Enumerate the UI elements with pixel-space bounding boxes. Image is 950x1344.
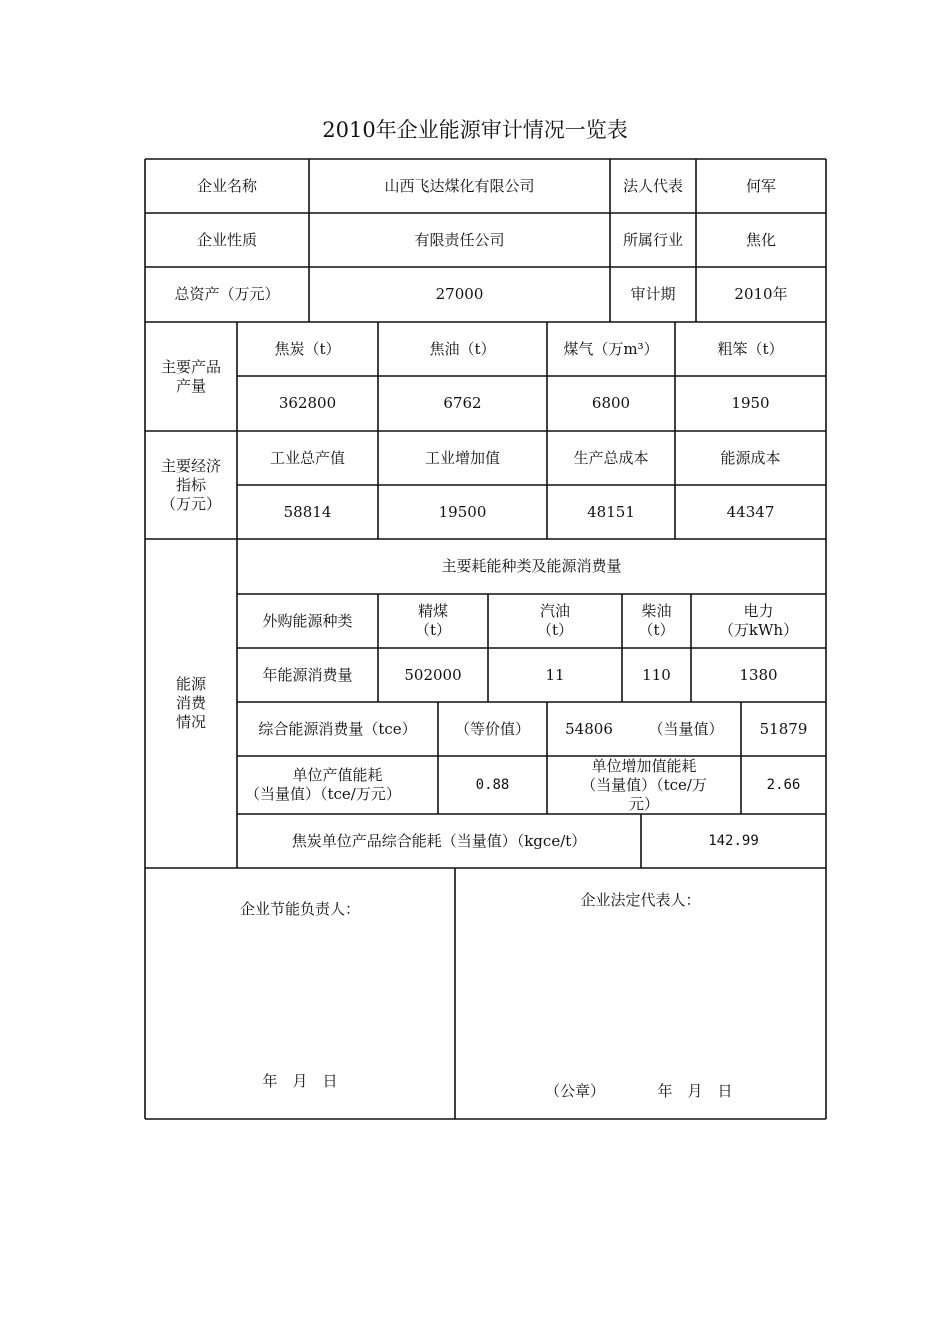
audit-period-label: 审计期 <box>630 285 676 303</box>
unit-output-label-line2: （当量值）（tce/万元） <box>245 785 401 803</box>
energy-type <box>691 594 826 648</box>
assets-label: 总资产（万元） <box>174 285 280 303</box>
economic-value: 58814 <box>283 502 332 521</box>
unit-output-consumption-label <box>237 756 438 814</box>
energy-type-unit: （t） <box>638 621 675 639</box>
legal-rep-value: 何军 <box>745 176 776 195</box>
economic-header: 能源成本 <box>720 448 781 467</box>
product-header: 焦油（t） <box>429 339 496 358</box>
economic-header: 工业增加值 <box>424 448 500 467</box>
economic-header: 生产总成本 <box>573 448 649 467</box>
product-value: 6800 <box>591 394 631 412</box>
equivalent-quantity-label: （当量值） <box>648 719 724 738</box>
energy-type-name: 电力 <box>743 602 774 620</box>
energy-type-name: 精煤 <box>417 602 448 620</box>
industry-label: 所属行业 <box>622 230 683 249</box>
energy-type <box>622 594 691 648</box>
economic-header: 工业总产值 <box>269 448 345 467</box>
nature-label: 企业性质 <box>196 230 257 249</box>
energy-type-unit: （t） <box>414 621 452 639</box>
unit-output-consumption-value: 0.88 <box>475 776 510 793</box>
coke-unit-consumption-label: 焦炭单位产品综合能耗（当量值）（kgce/t） <box>291 831 587 850</box>
unit-added-label-line1: 单位增加值能耗 <box>591 756 697 775</box>
nature-value: 有限责任公司 <box>414 230 505 249</box>
company-name-value: 山西飞达煤化有限公司 <box>384 176 535 195</box>
product-header: 焦炭（t） <box>274 339 341 358</box>
unit-added-consumption-label <box>547 756 741 814</box>
comprehensive-consumption-label: 综合能源消费量（tce） <box>258 719 417 738</box>
assets-value: 27000 <box>435 285 484 303</box>
annual-consumption-value: 502000 <box>404 665 462 684</box>
products-row-label: 主要产品 产量 <box>160 357 221 395</box>
coke-unit-consumption-value: 142.99 <box>708 832 759 849</box>
legal-representative-label: 企业法定代表人： <box>580 890 701 909</box>
energy-type <box>488 594 622 648</box>
energy-manager-label: 企业节能负责人： <box>239 899 360 918</box>
product-value: 6762 <box>443 394 482 412</box>
annual-consumption-value: 11 <box>545 665 565 684</box>
unit-added-consumption-value: 2.66 <box>766 776 801 793</box>
legal-representative-date: 年 月 日 <box>657 1081 733 1100</box>
equivalent-price-value: 54806 <box>565 719 613 738</box>
company-name-label: 企业名称 <box>196 176 257 195</box>
energy-manager-date: 年 月 日 <box>262 1071 338 1090</box>
energy-section-title: 主要耗能种类及能源消费量 <box>441 557 622 575</box>
product-value: 1950 <box>731 394 770 412</box>
energy-type <box>378 594 488 648</box>
equivalent-quantity-value: 51879 <box>759 719 808 738</box>
product-value: 362800 <box>278 394 337 412</box>
purchased-energy-label: 外购能源种类 <box>262 611 353 630</box>
company-seal-label: （公章） <box>544 1081 605 1100</box>
page-title: 2010年企业能源审计情况一览表 <box>322 118 628 142</box>
economic-value: 48151 <box>587 502 635 521</box>
economics-row-label: 主要经济 指标 （万元） <box>160 456 221 513</box>
unit-output-label-line1: 单位产值能耗 <box>292 766 383 784</box>
unit-added-label-line2: （当量值）（tce/万元） <box>581 775 707 813</box>
audit-period-value: 2010年 <box>734 285 788 303</box>
economic-value: 19500 <box>438 502 487 521</box>
annual-consumption-value: 110 <box>642 665 671 684</box>
industry-value: 焦化 <box>745 230 776 249</box>
energy-type-name: 汽油 <box>539 602 570 620</box>
energy-type-name: 柴油 <box>641 602 672 620</box>
energy-type-unit: （t） <box>536 621 574 639</box>
legal-rep-label: 法人代表 <box>622 176 683 195</box>
annual-consumption-value: 1380 <box>739 665 778 684</box>
product-header: 粗笨（t） <box>717 339 784 358</box>
economic-value: 44347 <box>726 502 775 521</box>
energy-row-label: 能源 消费 情况 <box>175 675 206 731</box>
annual-consumption-label: 年能源消费量 <box>262 665 353 684</box>
product-header: 煤气（万m³） <box>563 339 659 358</box>
equivalent-price-label: （等价值） <box>454 719 530 738</box>
energy-type-unit: （万kWh） <box>718 621 799 639</box>
